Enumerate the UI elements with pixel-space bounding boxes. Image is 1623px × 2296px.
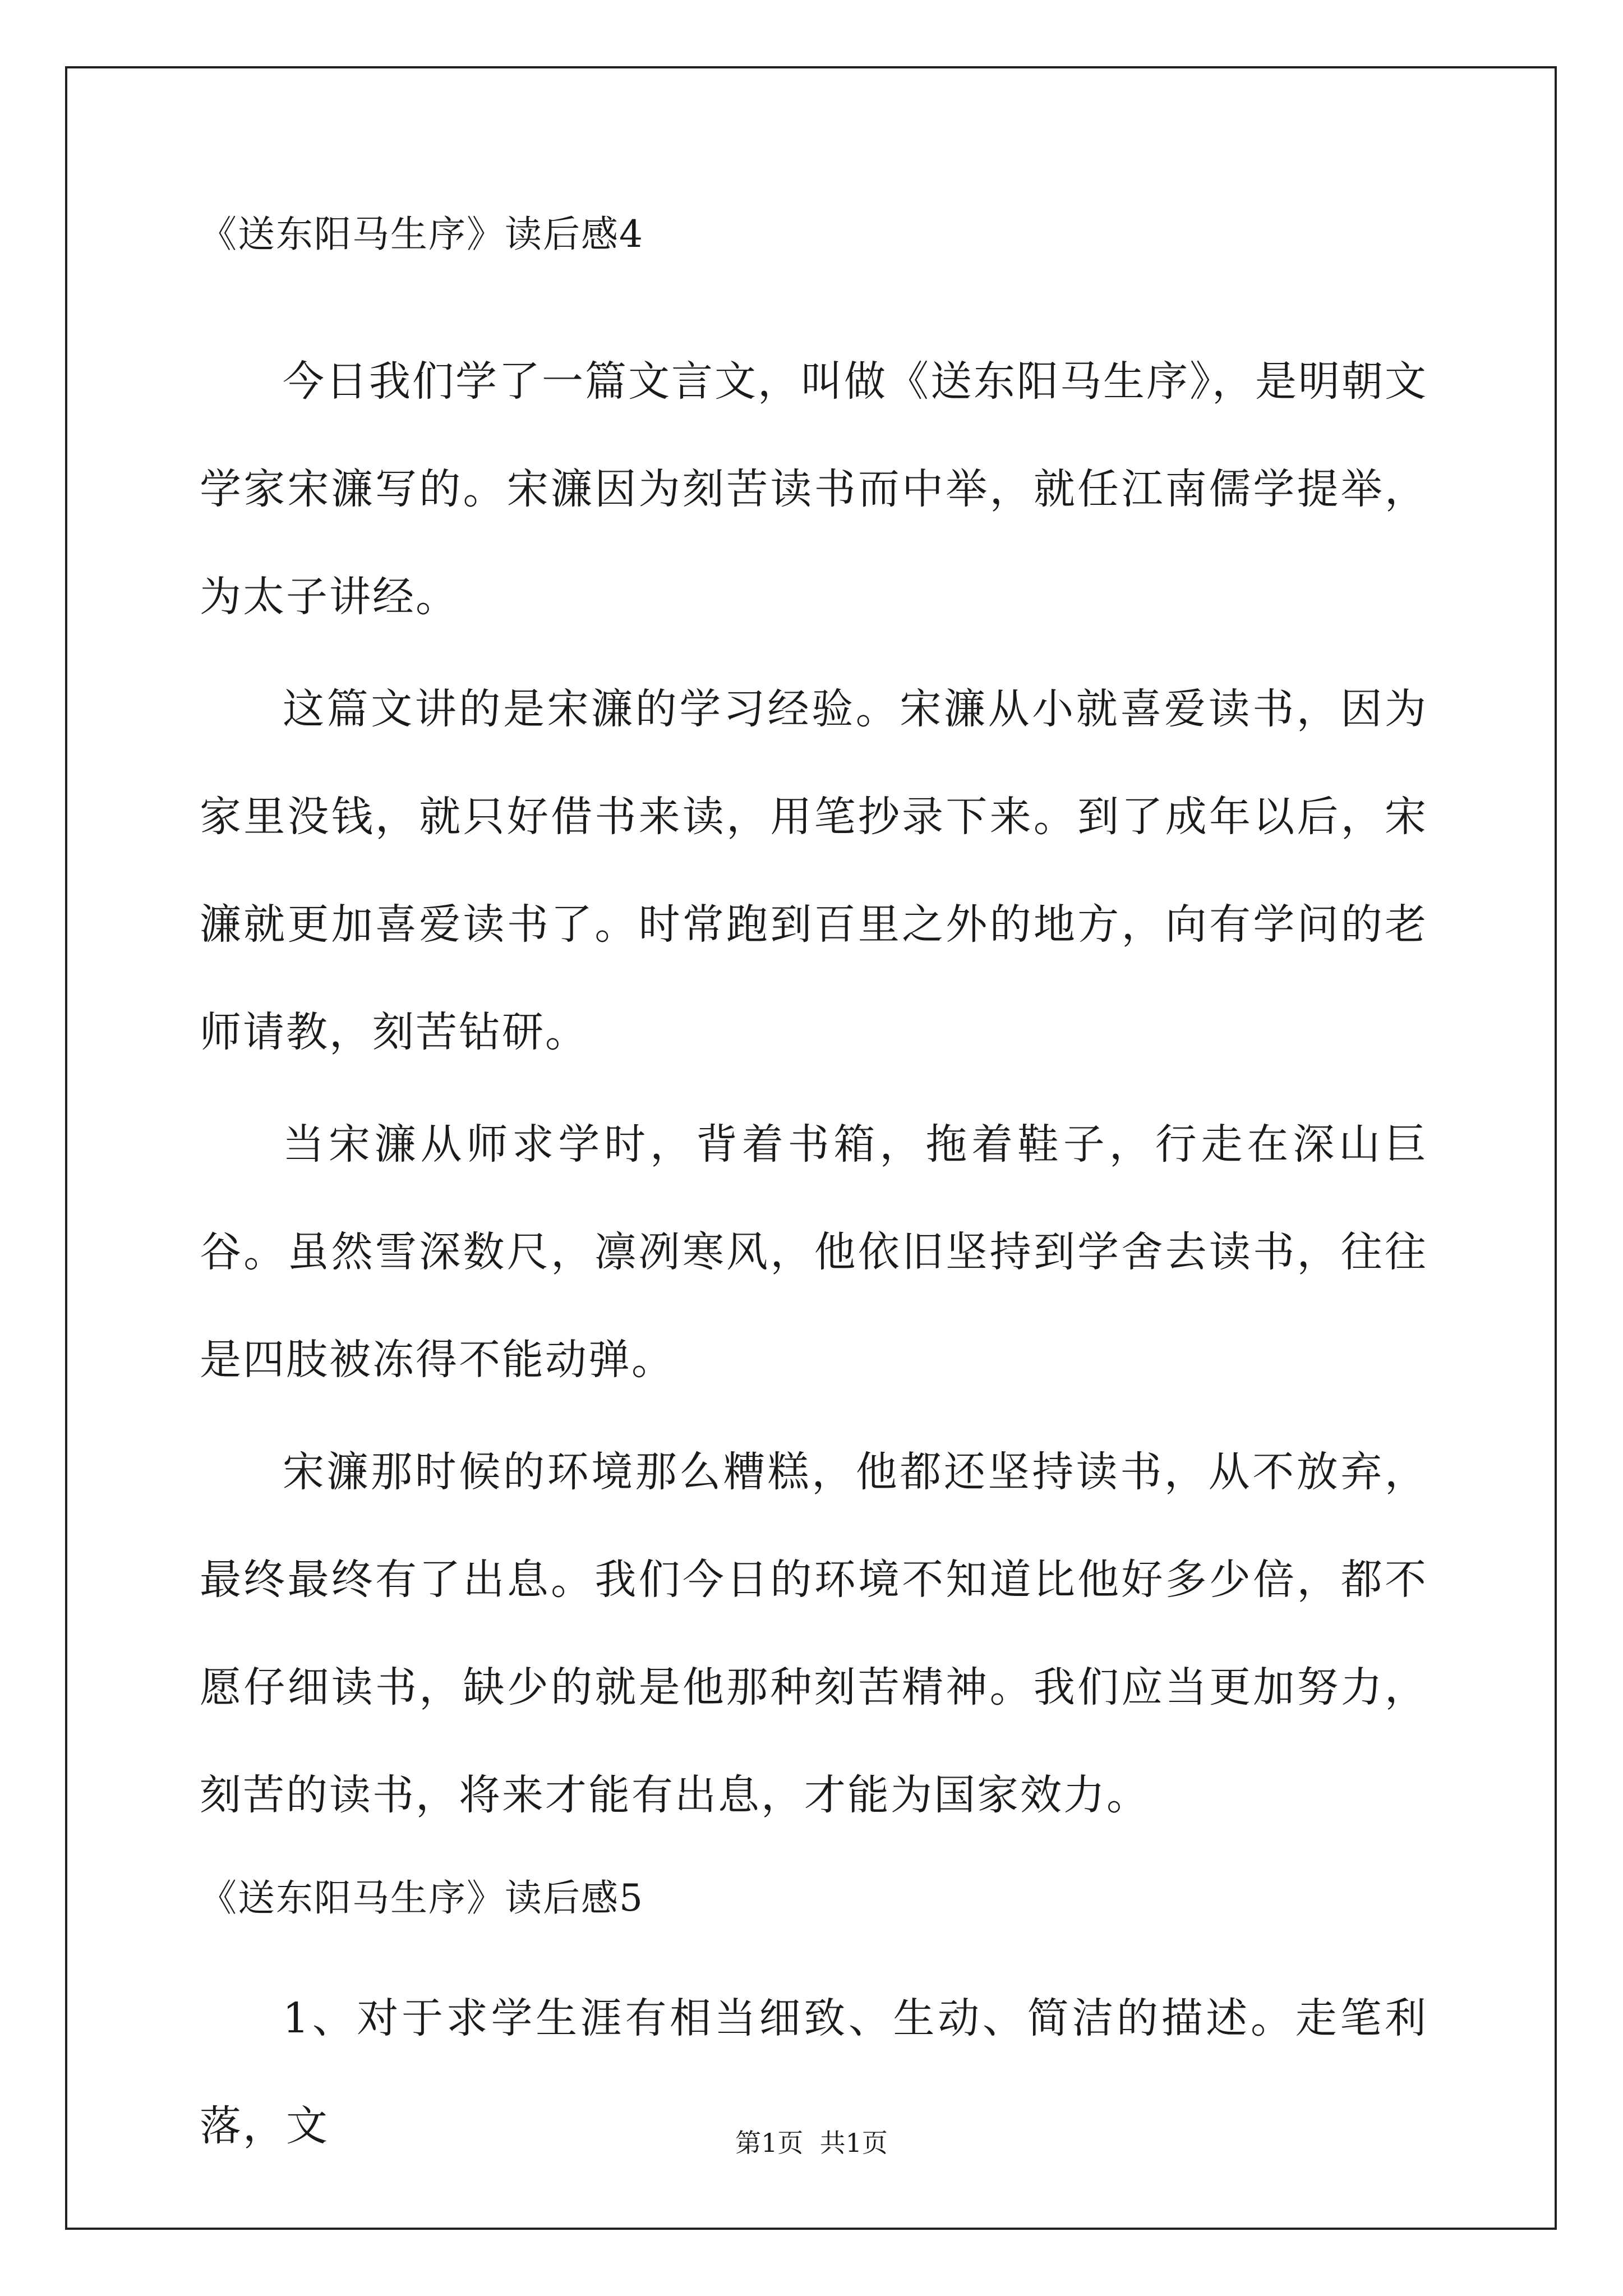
paragraph: 今日我们学了一篇文言文，叫做《送东阳马生序》，是明朝文学家宋濂写的。宋濂因为刻苦读书而中举，就任江南儒学提举，为太子讲经。 xyxy=(200,357,1428,621)
page-footer: 第1页 共1页 xyxy=(735,2128,888,2158)
document-body xyxy=(200,208,1428,2180)
section-heading-5: 《送东阳马生序》读后感5 xyxy=(200,1876,644,1920)
section-heading-4: 《送东阳马生序》读后感4 xyxy=(200,213,644,256)
paragraph: 宋濂那时候的环境那么糟糕，他都还坚持读书，从不放弃，最终最终有了出息。我们今日的环境不知道比他好多少倍，都不愿仔细读书，缺少的就是他那种刻苦精神。我们应当更加努力，刻苦的读书，将来才能有出息，才能为国家效力。 xyxy=(200,1448,1428,1819)
paragraph: 1、对于求学生涯有相当细致、生动、简洁的描述。走笔利落，文 xyxy=(200,1994,1428,2150)
paragraph: 这篇文讲的是宋濂的学习经验。宋濂从小就喜爱读书，因为家里没钱，就只好借书来读，用笔抄录下来。到了成年以后，宋濂就更加喜爱读书了。时常跑到百里之外的地方，向有学问的老师请教，刻苦钻研。 xyxy=(200,685,1428,1056)
paragraph: 当宋濂从师求学时，背着书箱，拖着鞋子，行走在深山巨谷。虽然雪深数尺，凛冽寒风，他依旧坚持到学舍去读书，往往是四肢被冻得不能动弹。 xyxy=(200,1120,1428,1384)
